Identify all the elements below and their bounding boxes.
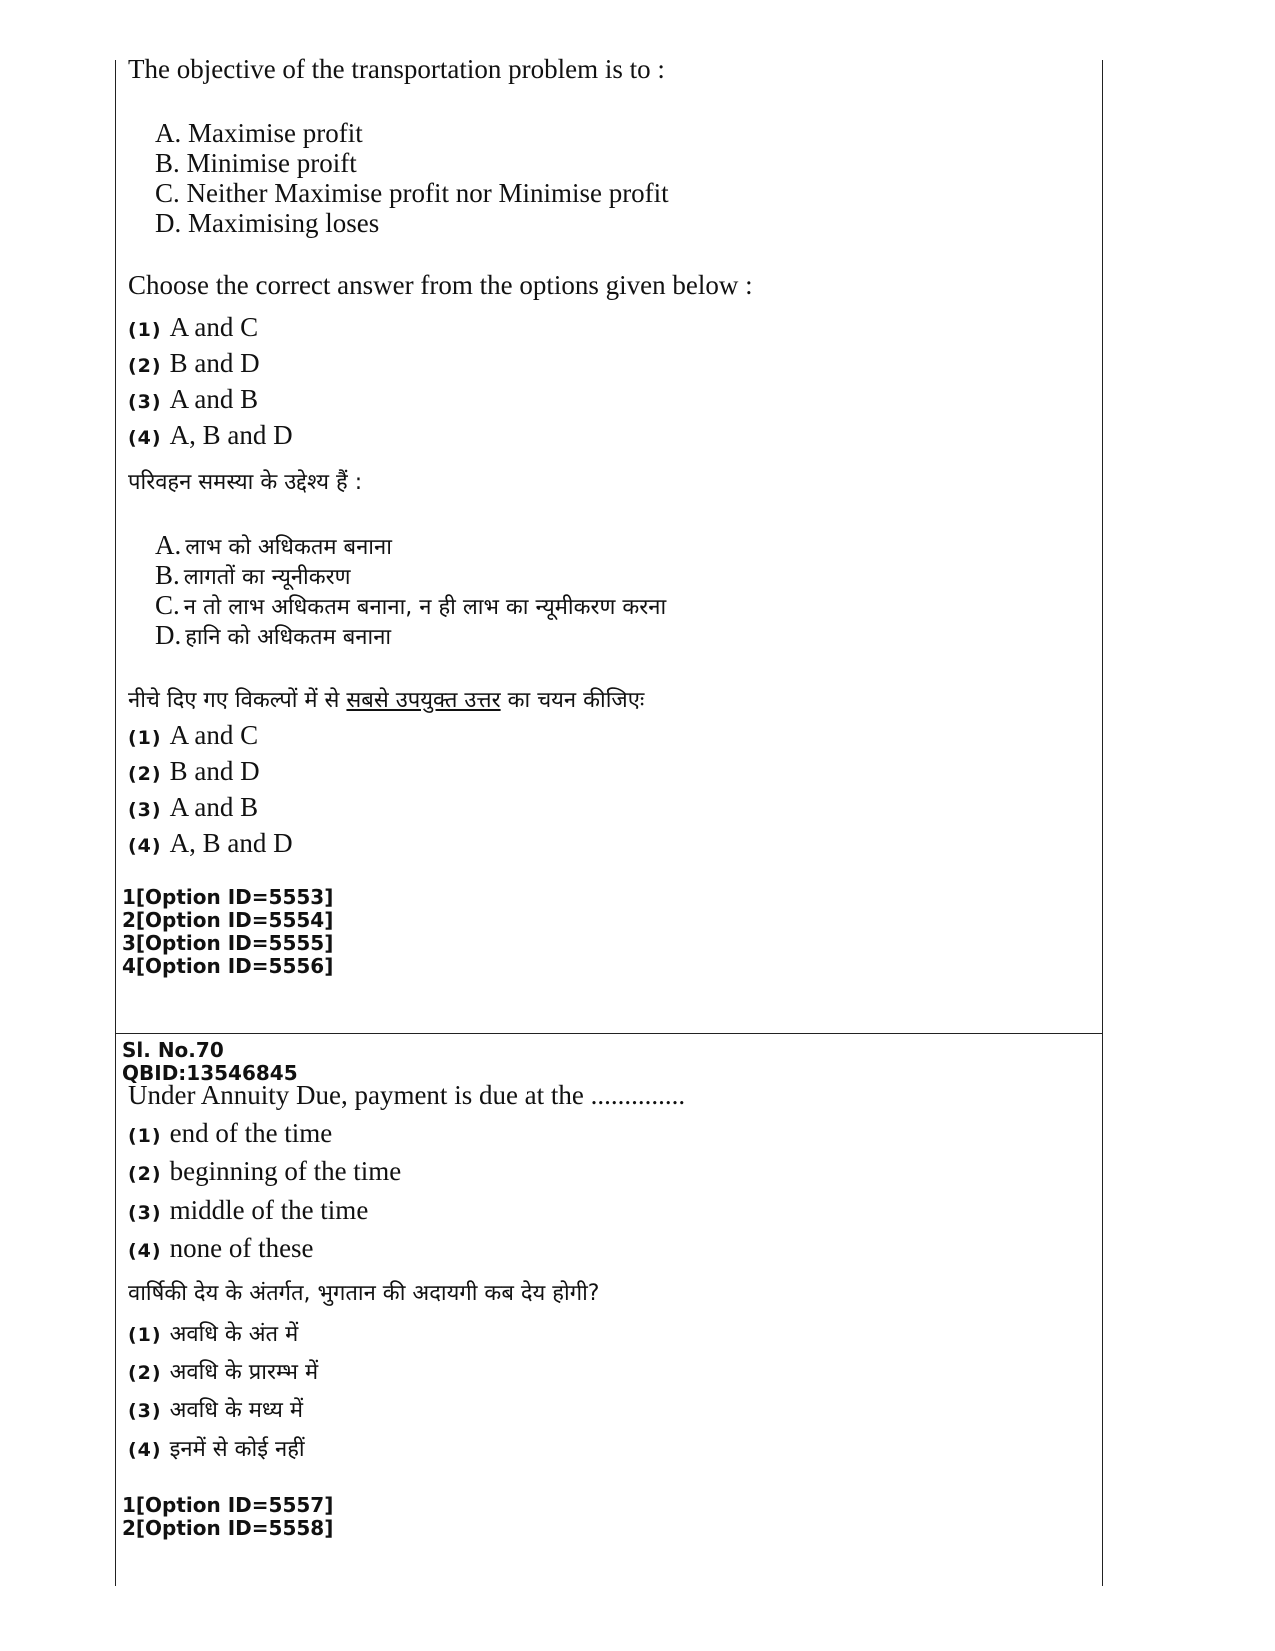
q69-option-ids (122, 886, 333, 978)
q70-option-4-hi[interactable]: (4) इनमें से कोई नहीं (128, 1437, 305, 1462)
q69-option-2-en[interactable]: (2) B and D (128, 348, 260, 378)
serial-number: Sl. No.70 (122, 1038, 224, 1062)
q69-question-hi: परिवहन समस्या के उद्देश्य हैं : (128, 470, 363, 495)
option-id-line: 2[Option ID=5554] (122, 908, 334, 932)
option-id-line: 1[Option ID=5553] (122, 885, 334, 909)
q69-choose-hi-emphasis: सबसे उपयुक्त उत्तर (346, 688, 501, 713)
q69-choose-en: Choose the correct answer from the options given below : (128, 270, 753, 300)
option-id-line: 4[Option ID=5556] (122, 954, 334, 978)
q69-choose-hi: नीचे दिए गए विकल्पों में से सबसे उपयुक्त उत्तर का चयन कीजिएः (128, 688, 645, 713)
q69-statement-b-hi: B. लागतों का न्यूनीकरण (155, 560, 351, 590)
q70-option-3-hi[interactable]: (3) अवधि के मध्य में (128, 1398, 304, 1423)
q69-statement-c: C. Neither Maximise profit nor Minimise profit (155, 178, 669, 208)
option-id-line: 3[Option ID=5555] (122, 931, 334, 955)
q70-option-3-en[interactable]: (3) middle of the time (128, 1195, 369, 1225)
q69-option-1-en[interactable]: (1) A and C (128, 312, 259, 342)
q70-question-hi: वार्षिकी देय के अंतर्गत, भुगतान की अदायगी कब देय होगी? (128, 1281, 600, 1306)
q69-question-en: The objective of the transportation problem is to : (128, 54, 665, 84)
q69-statement-b: B. Minimise proift (155, 148, 357, 178)
q69-statement-c-hi: C. न तो लाभ अधिकतम बनाना, न ही लाभ का न्यूमीकरण करना (155, 590, 667, 620)
q70-option-2-en[interactable]: (2) beginning of the time (128, 1156, 402, 1186)
qbid: QBID:13546845 (122, 1061, 298, 1085)
q70-question-en: Under Annuity Due, payment is due at the .............. (128, 1080, 686, 1110)
q69-option-1-hi[interactable]: (1) A and C (128, 720, 259, 750)
q70-option-1-en[interactable]: (1) end of the time (128, 1118, 333, 1148)
q70-option-1-hi[interactable]: (1) अवधि के अंत में (128, 1322, 299, 1347)
q69-option-3-hi[interactable]: (3) A and B (128, 792, 259, 822)
question-divider (115, 1033, 1103, 1034)
q69-option-4-hi[interactable]: (4) A, B and D (128, 828, 293, 858)
q69-option-3-en[interactable]: (3) A and B (128, 384, 259, 414)
q70-header (122, 1039, 298, 1085)
option-id-line: 1[Option ID=5557] (122, 1493, 334, 1517)
q69-option-2-hi[interactable]: (2) B and D (128, 756, 260, 786)
q69-statement-a: A. Maximise profit (155, 118, 363, 148)
option-id-line: 2[Option ID=5558] (122, 1516, 334, 1540)
q70-option-ids (122, 1494, 333, 1540)
q70-option-2-hi[interactable]: (2) अवधि के प्रारम्भ में (128, 1360, 319, 1385)
q69-statement-d-hi: D. हानि को अधिकतम बनाना (155, 620, 392, 650)
q70-option-4-en[interactable]: (4) none of these (128, 1233, 314, 1263)
q69-statement-a-hi: A. लाभ को अधिकतम बनाना (155, 530, 392, 560)
q69-option-4-en[interactable]: (4) A, B and D (128, 420, 293, 450)
q69-statement-d: D. Maximising loses (155, 208, 380, 238)
